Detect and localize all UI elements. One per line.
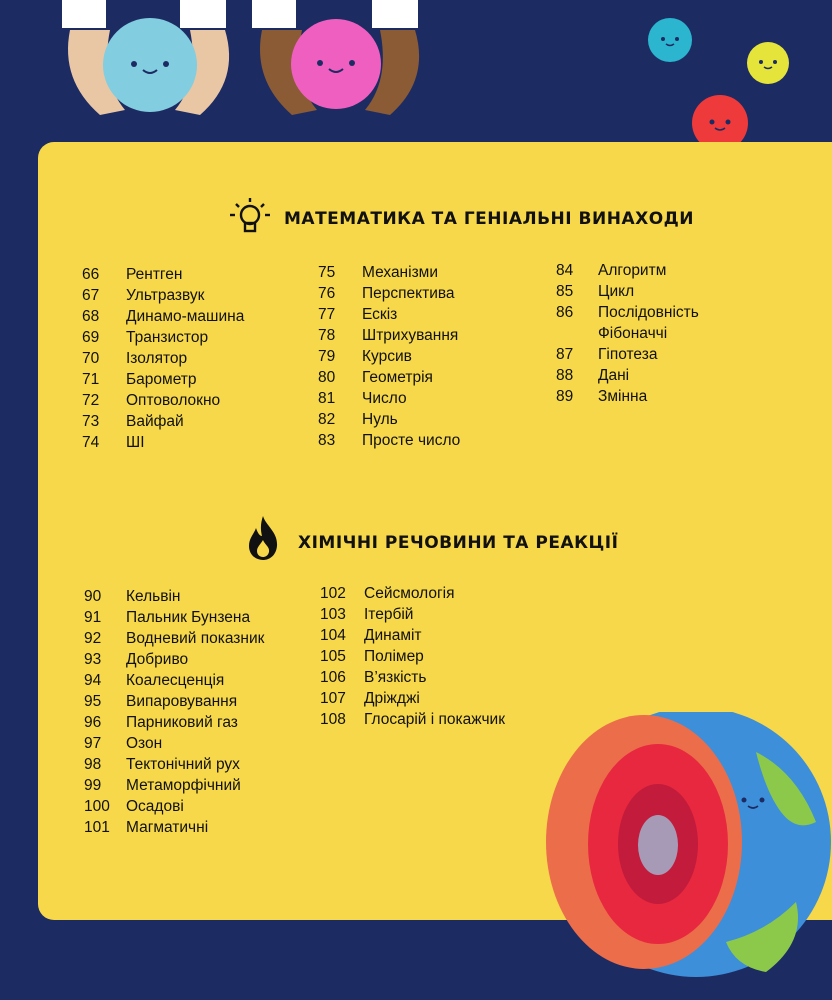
entry-title: Метаморфічний [126, 777, 241, 794]
page-number: 66 [82, 266, 100, 283]
page-number: 67 [82, 287, 100, 304]
page-number: 106 [320, 669, 346, 686]
entry-title: ШІ [126, 434, 145, 451]
entry-title: Осадові [126, 798, 184, 815]
page-number: 89 [556, 388, 574, 405]
page-number: 74 [82, 434, 100, 451]
page-number: 79 [318, 348, 336, 365]
entry-title: Нуль [362, 411, 398, 428]
entry-title: Послідовність Фібоначчі [598, 304, 699, 342]
page-number: 76 [318, 285, 336, 302]
section-title-chemistry: ХІМІЧНІ РЕЧОВИНИ ТА РЕАКЦІЇ [298, 533, 619, 553]
page-number: 91 [84, 609, 102, 626]
entry-title: Водневий показник [126, 630, 265, 647]
entry-title: Випаровування [126, 693, 238, 710]
page-number: 102 [320, 585, 346, 602]
entry-title: Ультразвук [126, 287, 205, 304]
entry-title: Тектонічний рух [126, 756, 240, 773]
lightbulb-icon [228, 196, 272, 240]
page-number: 77 [318, 306, 336, 323]
entry-title: В’язкість [364, 669, 427, 686]
page-number: 99 [84, 777, 102, 794]
page-number: 68 [82, 308, 100, 325]
page-number: 70 [82, 350, 100, 367]
entry-title: Оптоволокно [126, 392, 221, 409]
entry-title: Вайфай [126, 413, 184, 430]
page-number: 88 [556, 367, 574, 384]
page-number: 94 [84, 672, 102, 689]
entry-title: Сейсмологія [364, 585, 455, 602]
page-number: 107 [320, 690, 346, 707]
page-number: 105 [320, 648, 346, 665]
entry-title: Перспектива [362, 285, 455, 302]
page-number: 96 [84, 714, 102, 731]
page-number: 101 [84, 819, 110, 836]
page-number: 81 [318, 390, 336, 407]
entry-title: Дані [598, 367, 630, 384]
entry-title: Число [362, 390, 407, 407]
flame-icon [244, 514, 282, 562]
page-number: 104 [320, 627, 346, 644]
section-title-math: МАТЕМАТИКА ТА ГЕНІАЛЬНІ ВИНАХОДИ [284, 209, 695, 229]
page-number: 92 [84, 630, 102, 647]
page-number: 90 [84, 588, 102, 605]
cartoon-characters [62, 0, 419, 115]
entry-title: Коалесценція [126, 672, 225, 689]
page-number: 100 [84, 798, 110, 815]
page-number: 83 [318, 432, 336, 449]
page-number: 87 [556, 346, 574, 363]
entry-title: Транзистор [126, 329, 209, 346]
entry-title: Курсив [362, 348, 412, 365]
page-number: 84 [556, 262, 574, 279]
page-number: 75 [318, 264, 336, 281]
entry-title: Просте число [362, 432, 461, 449]
entry-title: Парниковий газ [126, 714, 238, 731]
page-number: 103 [320, 606, 346, 623]
entry-title: Пальник Бунзена [126, 609, 251, 626]
entry-title: Глосарій і покажчик [364, 711, 505, 728]
entry-title: Геометрія [362, 369, 433, 386]
entry-title: Озон [126, 735, 163, 752]
entry-title: Рентген [126, 266, 183, 283]
entry-title: Полімер [364, 648, 424, 665]
page-number: 82 [318, 411, 336, 428]
page-number: 98 [84, 756, 102, 773]
entry-title: Ітербій [364, 606, 414, 623]
page-number: 72 [82, 392, 100, 409]
entry-title: Динамо-машина [126, 308, 245, 325]
page-number: 80 [318, 369, 336, 386]
entry-title: Змінна [598, 388, 648, 405]
page-number: 95 [84, 693, 102, 710]
entry-title: Штрихування [362, 327, 459, 344]
entry-title: Дріжджі [364, 690, 420, 707]
entry-title: Добриво [126, 651, 189, 668]
entry-title: Цикл [598, 283, 635, 300]
page-number: 71 [82, 371, 100, 388]
entry-title: Гіпотеза [598, 346, 658, 363]
entry-title: Кельвін [126, 588, 181, 605]
entry-title: Ізолятор [126, 350, 188, 367]
page-number: 69 [82, 329, 100, 346]
entry-title: Барометр [126, 371, 197, 388]
entry-title: Динаміт [364, 627, 422, 644]
entry-title: Ескіз [362, 306, 398, 323]
small-planets [648, 18, 789, 151]
page-number: 93 [84, 651, 102, 668]
earth-cross-section-illustration [526, 712, 832, 1000]
entry-title: Магматичні [126, 819, 209, 836]
page-number: 85 [556, 283, 574, 300]
page-number: 108 [320, 711, 346, 728]
page-number: 86 [556, 304, 574, 321]
page-number: 97 [84, 735, 102, 752]
entry-title: Алгоритм [598, 262, 667, 279]
page-number: 78 [318, 327, 336, 344]
page-number: 73 [82, 413, 100, 430]
entry-title: Механізми [362, 264, 438, 281]
